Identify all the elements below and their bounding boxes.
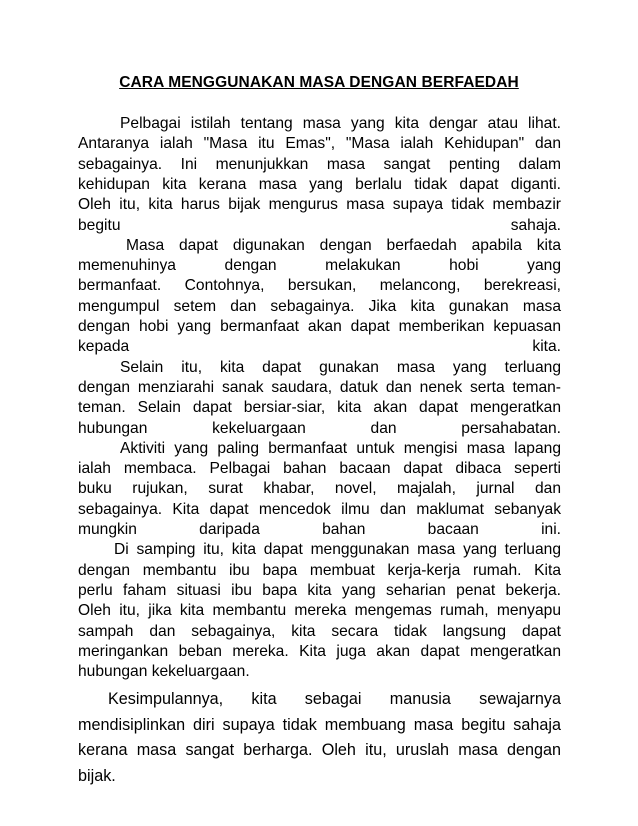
text-line: hubungan kekeluargaan dan persahabatan.	[78, 420, 561, 437]
text-line: Aktiviti yang paling bermanfaat untuk mengisi masa lapang	[120, 440, 561, 457]
text-line: kerana masa sangat berharga. Oleh itu, uruslah masa dengan	[78, 741, 561, 759]
text-line: dengan membantu ibu bapa membuat kerja-kerja rumah. Kita	[78, 562, 561, 579]
text-line: begitu sahaja.	[78, 217, 561, 234]
text-line: Selain itu, kita dapat gunakan masa yang terluang	[120, 359, 561, 376]
text-line: Kesimpulannya, kita sebagai manusia sewajarnya	[108, 690, 561, 708]
text-line: mungkin daripada bahan bacaan ini.	[78, 521, 561, 538]
text-line: teman. Selain dapat bersiar-siar, kita akan dapat mengeratkan	[78, 399, 561, 416]
text-line: hubungan kekeluargaan.	[78, 663, 250, 680]
text-line: dengan hobi yang bermanfaat akan dapat memberikan kepuasan	[78, 318, 561, 335]
text-line: Oleh itu, kita harus bijak mengurus masa supaya tidak membazir	[78, 196, 561, 213]
text-line: Pelbagai istilah tentang masa yang kita dengar atau lihat.	[120, 115, 561, 132]
text-line: bijak.	[78, 767, 116, 785]
text-line: perlu faham situasi ibu bapa kita yang seharian penat bekerja.	[78, 582, 561, 599]
page-title: CARA MENGGUNAKAN MASA DENGAN BERFAEDAH	[119, 74, 519, 91]
text-line: dengan menziarahi sanak saudara, datuk dan nenek serta teman-	[78, 379, 561, 396]
text-line: Oleh itu, jika kita membantu mereka mengemas rumah, menyapu	[78, 602, 561, 619]
text-line: kepada kita.	[78, 338, 561, 355]
text-line: Antaranya ialah "Masa itu Emas", "Masa ialah Kehidupan" dan	[78, 135, 561, 152]
text-line: sampah dan sebagainya, kita secara tidak langsung dapat	[78, 623, 561, 640]
text-line: Masa dapat digunakan dengan berfaedah apabila kita	[126, 237, 561, 254]
text-line: sebagainya. Ini menunjukkan masa sangat penting dalam	[78, 156, 561, 173]
text-line: mendisiplinkan diri supaya tidak membuang masa begitu sahaja	[78, 716, 561, 734]
text-line: ialah membaca. Pelbagai bahan bacaan dapat dibaca seperti	[78, 460, 561, 477]
text-line: meringankan beban mereka. Kita juga akan dapat mengeratkan	[78, 643, 561, 660]
text-line: memenuhinya dengan melakukan hobi yang	[78, 257, 561, 274]
text-line: sebagainya. Kita dapat mencedok ilmu dan maklumat sebanyak	[78, 501, 561, 518]
text-line: kehidupan kita kerana masa yang berlalu tidak dapat diganti.	[78, 176, 561, 193]
text-line: buku rujukan, surat khabar, novel, majalah, jurnal dan	[78, 480, 561, 497]
text-line: bermanfaat. Contohnya, bersukan, melancong, berekreasi,	[78, 277, 561, 294]
text-line: mengumpul setem dan sebagainya. Jika kita gunakan masa	[78, 298, 561, 315]
text-line: Di samping itu, kita dapat menggunakan masa yang terluang	[114, 541, 561, 558]
